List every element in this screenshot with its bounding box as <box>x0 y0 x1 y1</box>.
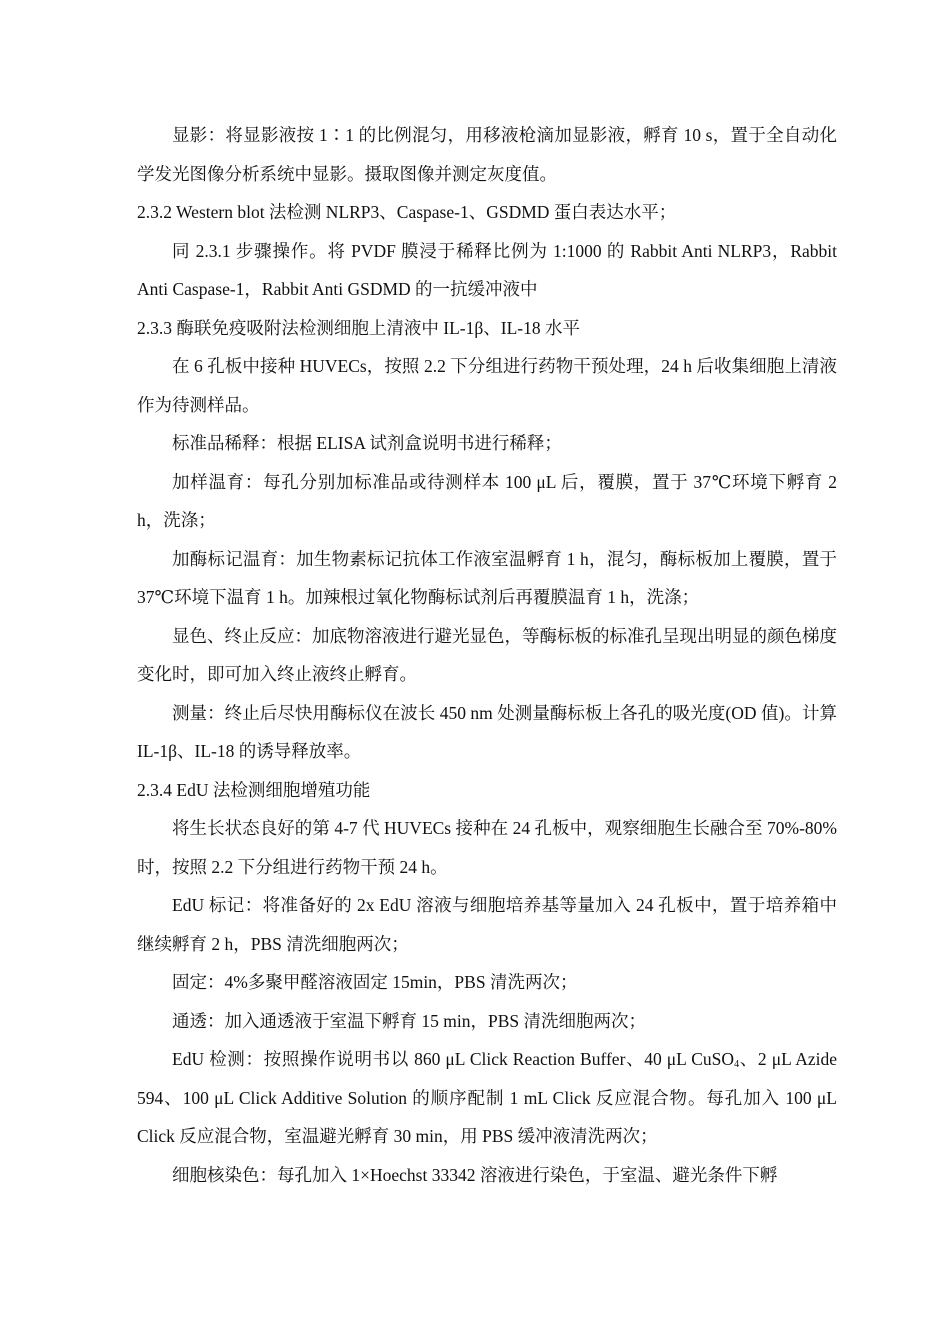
heading-2-3-3: 2.3.3 酶联免疫吸附法检测细胞上清液中 IL-1β、IL-18 水平 <box>137 317 580 338</box>
edu-detection-text-before: EdU 检测：按照操作说明书以 860 μL Click Reaction Buffer、40 μL CuSO <box>172 1049 735 1069</box>
paragraph-edu-seeding: 将生长状态良好的第 4-7 代 HUVECs 接种在 24 孔板中，观察细胞生长融合至 70%-80%时，按照 2.2 下分组进行药物干预 24 h。 <box>137 818 837 877</box>
paragraph-development: 显影：将显影液按 1∶1 的比例混匀，用移液枪滴加显影液，孵育 10 s，置于全自动化学发光图像分析系统中显影。摄取图像并测定灰度值。 <box>137 125 837 184</box>
paragraph-color-stop: 显色、终止反应：加底物溶液进行避光显色，等酶标板的标准孔呈现出明显的颜色梯度变化时，即可加入终止液终止孵育。 <box>137 625 837 684</box>
paragraph-edu-detection <box>137 1040 837 1156</box>
paragraph-enzyme-incubation: 加酶标记温育：加生物素标记抗体工作液室温孵育 1 h，混匀，酶标板加上覆膜，置于 37℃环境下温育 1 h。加辣根过氧化物酶标试剂后再覆膜温育 1 h，洗涤； <box>137 548 837 607</box>
paragraph-standard-dilution: 标准品稀释：根据 ELISA 试剂盒说明书进行稀释； <box>172 433 562 453</box>
subscript-4: 4 <box>734 1059 740 1070</box>
paragraph-edu-labeling: EdU 标记：将准备好的 2x EdU 溶液与细胞培养基等量加入 24 孔板中，置于培养箱中继续孵育 2 h，PBS 清洗细胞两次； <box>137 895 837 954</box>
paragraph-sample-incubation: 加样温育：每孔分别加标准品或待测样本 100 μL 后，覆膜，置于 37℃环境下孵育 2 h，洗涤； <box>137 471 837 530</box>
heading-2-3-4: 2.3.4 EdU 法检测细胞增殖功能 <box>137 779 371 800</box>
document-body <box>137 116 837 1194</box>
paragraph-seeding: 在 6 孔板中接种 HUVECs，按照 2.2 下分组进行药物干预处理，24 h 后收集细胞上清液作为待测样品。 <box>137 356 837 415</box>
edu-detection-text-after: 、2 μL Azide 594、100 μL Click Additive Solution 的顺序配制 1 mL Click 反应混合物。每孔加入 100 μL Click 反应混合物，室温避光孵育 30 min，用 PBS 缓冲液清洗两次； <box>137 1049 837 1146</box>
paragraph-fixation: 固定：4%多聚甲醛溶液固定 15min，PBS 清洗两次； <box>172 972 578 992</box>
paragraph-measurement: 测量：终止后尽快用酶标仪在波长 450 nm 处测量酶标板上各孔的吸光度(OD 值)。计算 IL-1β、IL-18 的诱导释放率。 <box>137 702 837 761</box>
paragraph-permeabilization: 通透：加入通透液于室温下孵育 15 min，PBS 清洗细胞两次； <box>172 1010 646 1031</box>
paragraph-western-blot: 同 2.3.1 步骤操作。将 PVDF 膜浸于稀释比例为 1:1000 的 Rabbit Anti NLRP3，Rabbit Anti Caspase-1，Rabbit Anti GSDMD 的一抗缓冲液中 <box>137 240 837 299</box>
paragraph-nuclear-staining: 细胞核染色：每孔加入 1×Hoechst 33342 溶液进行染色，于室温、避光条件下孵 <box>172 1164 778 1185</box>
heading-2-3-2: 2.3.2 Western blot 法检测 NLRP3、Caspase-1、GSDMD 蛋白表达水平； <box>137 202 677 222</box>
